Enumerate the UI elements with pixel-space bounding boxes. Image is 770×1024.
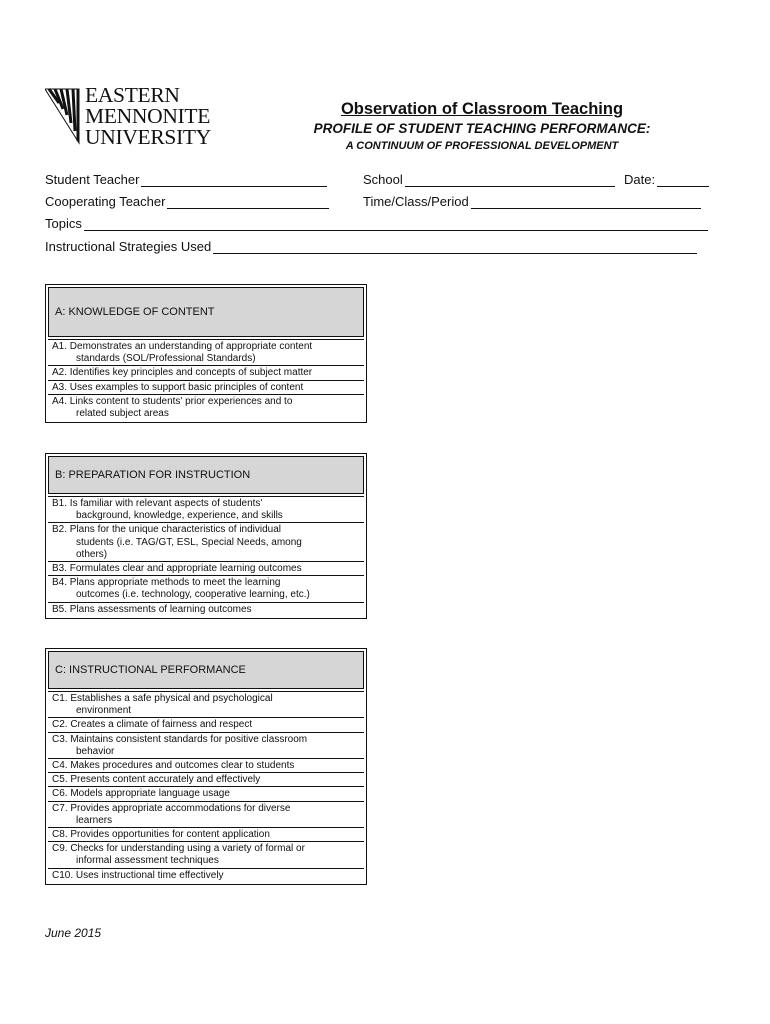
date-label: Date: <box>624 172 656 187</box>
list-item: B1. Is familiar with relevant aspects of students' background, knowledge, experience, and skills <box>48 497 364 523</box>
page-title: Observation of Classroom Teaching <box>340 100 624 118</box>
list-item: B5. Plans assessments of learning outcomes <box>52 603 252 615</box>
school-line[interactable] <box>405 174 615 187</box>
footer-date: June 2015 <box>45 926 102 940</box>
section-header: B: PREPARATION FOR INSTRUCTION <box>48 456 364 494</box>
section-preparation-for-instruction <box>45 453 367 619</box>
strategies-field[interactable] <box>45 239 697 254</box>
emu-emblem-icon <box>45 85 81 145</box>
logo-line-3: UNIVERSITY <box>85 125 211 149</box>
logo-line-2: MENNONITE <box>85 104 211 128</box>
time-class-period-line[interactable] <box>471 196 701 209</box>
topics-label: Topics <box>45 216 82 231</box>
list-item: C6. Models appropriate language usage <box>48 787 364 801</box>
school-label: School <box>363 172 403 187</box>
list-item: A3. Uses examples to support basic principles of content <box>48 381 364 395</box>
university-logo <box>45 85 220 149</box>
section-instructional-performance <box>45 648 367 885</box>
date-line[interactable] <box>657 174 709 187</box>
list-item: B2. Plans for the unique characteristics of individual students (i.e. TAG/GT, ESL, Special Needs, among others) <box>48 523 364 562</box>
student-teacher-label: Student Teacher <box>45 172 140 187</box>
title-block <box>287 100 677 152</box>
list-item: C8. Provides opportunities for content application <box>48 828 364 842</box>
strategies-label: Instructional Strategies Used <box>45 239 212 254</box>
logo-wordmark <box>85 85 211 148</box>
list-item: C3. Maintains consistent standards for positive classroom behavior <box>48 733 364 759</box>
list-item: C2. Creates a climate of fairness and respect <box>48 718 364 732</box>
logo-line-1: EASTERN <box>85 83 180 107</box>
list-item: C9. Checks for understanding using a variety of formal or informal assessment techniques <box>48 842 364 868</box>
list-item: C4. Makes procedures and outcomes clear to students <box>48 759 364 773</box>
section-items <box>48 339 364 420</box>
student-teacher-field[interactable] <box>45 172 327 187</box>
section-header: C: INSTRUCTIONAL PERFORMANCE <box>48 651 364 689</box>
list-item: C7. Provides appropriate accommodations for diverse learners <box>48 802 364 828</box>
date-field[interactable] <box>624 172 709 187</box>
page-subtitle: PROFILE OF STUDENT TEACHING PERFORMANCE: <box>313 121 651 136</box>
section-items <box>48 691 364 882</box>
school-field[interactable] <box>363 172 615 187</box>
page-subtitle-2: A CONTINUUM OF PROFESSIONAL DEVELOPMENT <box>345 140 619 152</box>
topics-field[interactable] <box>45 216 708 231</box>
list-item: C10. Uses instructional time effectively <box>52 869 224 881</box>
time-class-period-label: Time/Class/Period <box>363 194 469 209</box>
time-class-period-field[interactable] <box>363 194 701 209</box>
cooperating-teacher-line[interactable] <box>167 196 329 209</box>
topics-line[interactable] <box>84 218 708 231</box>
list-item: B3. Formulates clear and appropriate learning outcomes <box>48 562 364 576</box>
section-header: A: KNOWLEDGE OF CONTENT <box>48 287 364 337</box>
strategies-line[interactable] <box>213 241 697 254</box>
cooperating-teacher-label: Cooperating Teacher <box>45 194 166 209</box>
list-item: B4. Plans appropriate methods to meet the learning outcomes (i.e. technology, cooperative learning, etc.) <box>48 576 364 602</box>
student-teacher-line[interactable] <box>141 174 327 187</box>
section-items <box>48 496 364 616</box>
cooperating-teacher-field[interactable] <box>45 194 329 209</box>
list-item: C1. Establishes a safe physical and psychological environment <box>48 692 364 718</box>
list-item: C5. Presents content accurately and effectively <box>48 773 364 787</box>
section-knowledge-of-content <box>45 284 367 423</box>
list-item: A2. Identifies key principles and concepts of subject matter <box>48 366 364 380</box>
list-item: A4. Links content to students' prior experiences and to related subject areas <box>52 395 293 420</box>
list-item: A1. Demonstrates an understanding of appropriate content standards (SOL/Professional Standards) <box>48 340 364 366</box>
